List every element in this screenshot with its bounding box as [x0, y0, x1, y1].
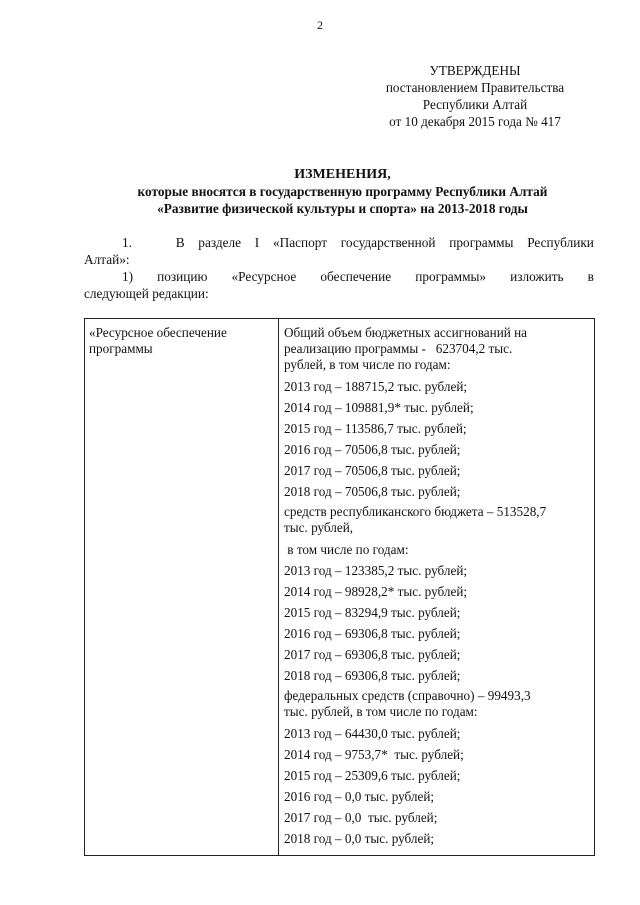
- paragraph-1-continuation: Алтай»:: [84, 252, 130, 267]
- resource-value-item: [284, 786, 590, 807]
- resource-value-item: [284, 460, 590, 481]
- resource-value-item: [284, 581, 590, 602]
- table-row: [85, 319, 595, 856]
- paragraph-1: [84, 234, 594, 268]
- resource-value-line: тыс. рублей,: [284, 520, 354, 535]
- resource-value-line: 2013 год – 64430,0 тыс. рублей;: [284, 726, 461, 741]
- paragraph-1-word: «Паспорт: [272, 235, 328, 250]
- approval-line: Республики Алтай: [422, 97, 528, 112]
- heading-subtitle-line: которые вносятся в государственную программу Республики Алтай: [137, 184, 548, 199]
- resource-value-item: [284, 807, 590, 828]
- approval-line: УТВЕРЖДЕНЫ: [429, 63, 521, 78]
- resource-value-line: 2013 год – 123385,2 тыс. рублей;: [284, 563, 468, 578]
- resource-value-line: 2016 год – 69306,8 тыс. рублей;: [284, 626, 461, 641]
- resource-value-line: 2017 год – 0,0 тыс. рублей;: [284, 810, 438, 825]
- resource-value-item: [284, 744, 590, 765]
- resource-value-line: 2015 год – 113586,7 тыс. рублей;: [284, 421, 467, 436]
- resource-value-line: 2018 год – 69306,8 тыс. рублей;: [284, 668, 461, 683]
- resource-value-item: [284, 502, 590, 539]
- resource-value-item: [284, 481, 590, 502]
- heading-subtitle-line: «Развитие физической культуры и спорта» на 2013-2018 годы: [157, 201, 528, 216]
- resource-value-line: средств республиканского бюджета – 513528,7: [284, 504, 547, 519]
- paragraph-2-word: изложить: [510, 269, 564, 284]
- resource-value-line: 2018 год – 0,0 тыс. рублей;: [284, 831, 435, 846]
- resource-value-item: [284, 644, 590, 665]
- resource-value-line: 2017 год – 70506,8 тыс. рублей;: [284, 463, 461, 478]
- paragraph-1-word: разделе: [198, 235, 242, 250]
- resource-value-item: [284, 686, 590, 723]
- resource-value-line: 2013 год – 188715,2 тыс. рублей;: [284, 379, 468, 394]
- resource-label-line: «Ресурсное обеспечение: [89, 325, 227, 340]
- resource-label-line: программы: [89, 341, 153, 356]
- resource-value-item: [284, 539, 590, 560]
- paragraph-2-word: 1): [122, 269, 134, 284]
- paragraph-1-word: государственной: [340, 235, 436, 250]
- resource-value-item: [284, 665, 590, 686]
- resource-value-line: рублей, в том числе по годам:: [284, 357, 451, 372]
- resource-value-item: [284, 723, 590, 744]
- paragraph-1-word: I: [254, 235, 260, 250]
- resource-value-line: федеральных средств (справочно) – 99493,3: [284, 688, 531, 703]
- approval-line: постановлением Правительства: [385, 80, 565, 95]
- paragraph-1-word: Республики: [527, 235, 594, 250]
- resource-table: [84, 318, 595, 856]
- resource-value-item: [284, 623, 590, 644]
- document-heading: [60, 166, 625, 217]
- resource-value-item: [284, 418, 590, 439]
- resource-value-item: [284, 828, 590, 849]
- resource-label-cell: [85, 319, 279, 856]
- resource-value-line: 2017 год – 69306,8 тыс. рублей;: [284, 647, 461, 662]
- resource-value-line: тыс. рублей, в том числе по годам:: [284, 704, 478, 719]
- resource-value-line: 2014 год – 9753,7* тыс. рублей;: [284, 747, 464, 762]
- paragraph-1-word: В: [175, 235, 185, 250]
- resource-value-line: в том числе по годам:: [284, 542, 409, 557]
- resource-value-line: 2014 год – 98928,2* тыс. рублей;: [284, 584, 468, 599]
- resource-value-item: [284, 376, 590, 397]
- approval-block: [372, 62, 578, 130]
- paragraph-2-word: программы»: [415, 269, 487, 284]
- resource-value-line: 2014 год – 109881,9* тыс. рублей;: [284, 400, 474, 415]
- heading-title: ИЗМЕНЕНИЯ,: [294, 167, 391, 182]
- resource-value-line: 2015 год – 83294,9 тыс. рублей;: [284, 605, 461, 620]
- page-number: 2: [317, 18, 323, 32]
- resource-value-line: 2015 год – 25309,6 тыс. рублей;: [284, 768, 461, 783]
- resource-value-line: реализацию программы - 623704,2 тыс.: [284, 341, 513, 356]
- paragraph-1-line-1: [84, 234, 594, 251]
- paragraph-2-continuation: следующей редакции:: [84, 286, 209, 301]
- resource-value-item: [284, 397, 590, 418]
- resource-value-item: [284, 602, 590, 623]
- resource-value-item: [284, 323, 590, 376]
- paragraph-2-line-1: [84, 268, 594, 285]
- resource-value-item: [284, 765, 590, 786]
- resource-value-line: 2016 год – 0,0 тыс. рублей;: [284, 789, 435, 804]
- resource-value-line: 2016 год – 70506,8 тыс. рублей;: [284, 442, 461, 457]
- resource-values-cell: [279, 319, 595, 856]
- paragraph-1-number: 1.: [122, 235, 132, 250]
- resource-value-item: [284, 560, 590, 581]
- resource-value-item: [284, 439, 590, 460]
- paragraph-2-word: обеспечение: [320, 269, 392, 284]
- paragraph-2-word: в: [587, 269, 594, 284]
- approval-line: от 10 декабря 2015 года № 417: [389, 114, 561, 129]
- resource-value-line: 2018 год – 70506,8 тыс. рублей;: [284, 484, 461, 499]
- paragraph-1-word: программы: [449, 235, 514, 250]
- paragraph-2-word: позицию: [157, 269, 208, 284]
- paragraph-2: [84, 268, 594, 302]
- resource-value-line: Общий объем бюджетных ассигнований на: [284, 325, 528, 340]
- paragraph-2-word: «Ресурсное: [231, 269, 297, 284]
